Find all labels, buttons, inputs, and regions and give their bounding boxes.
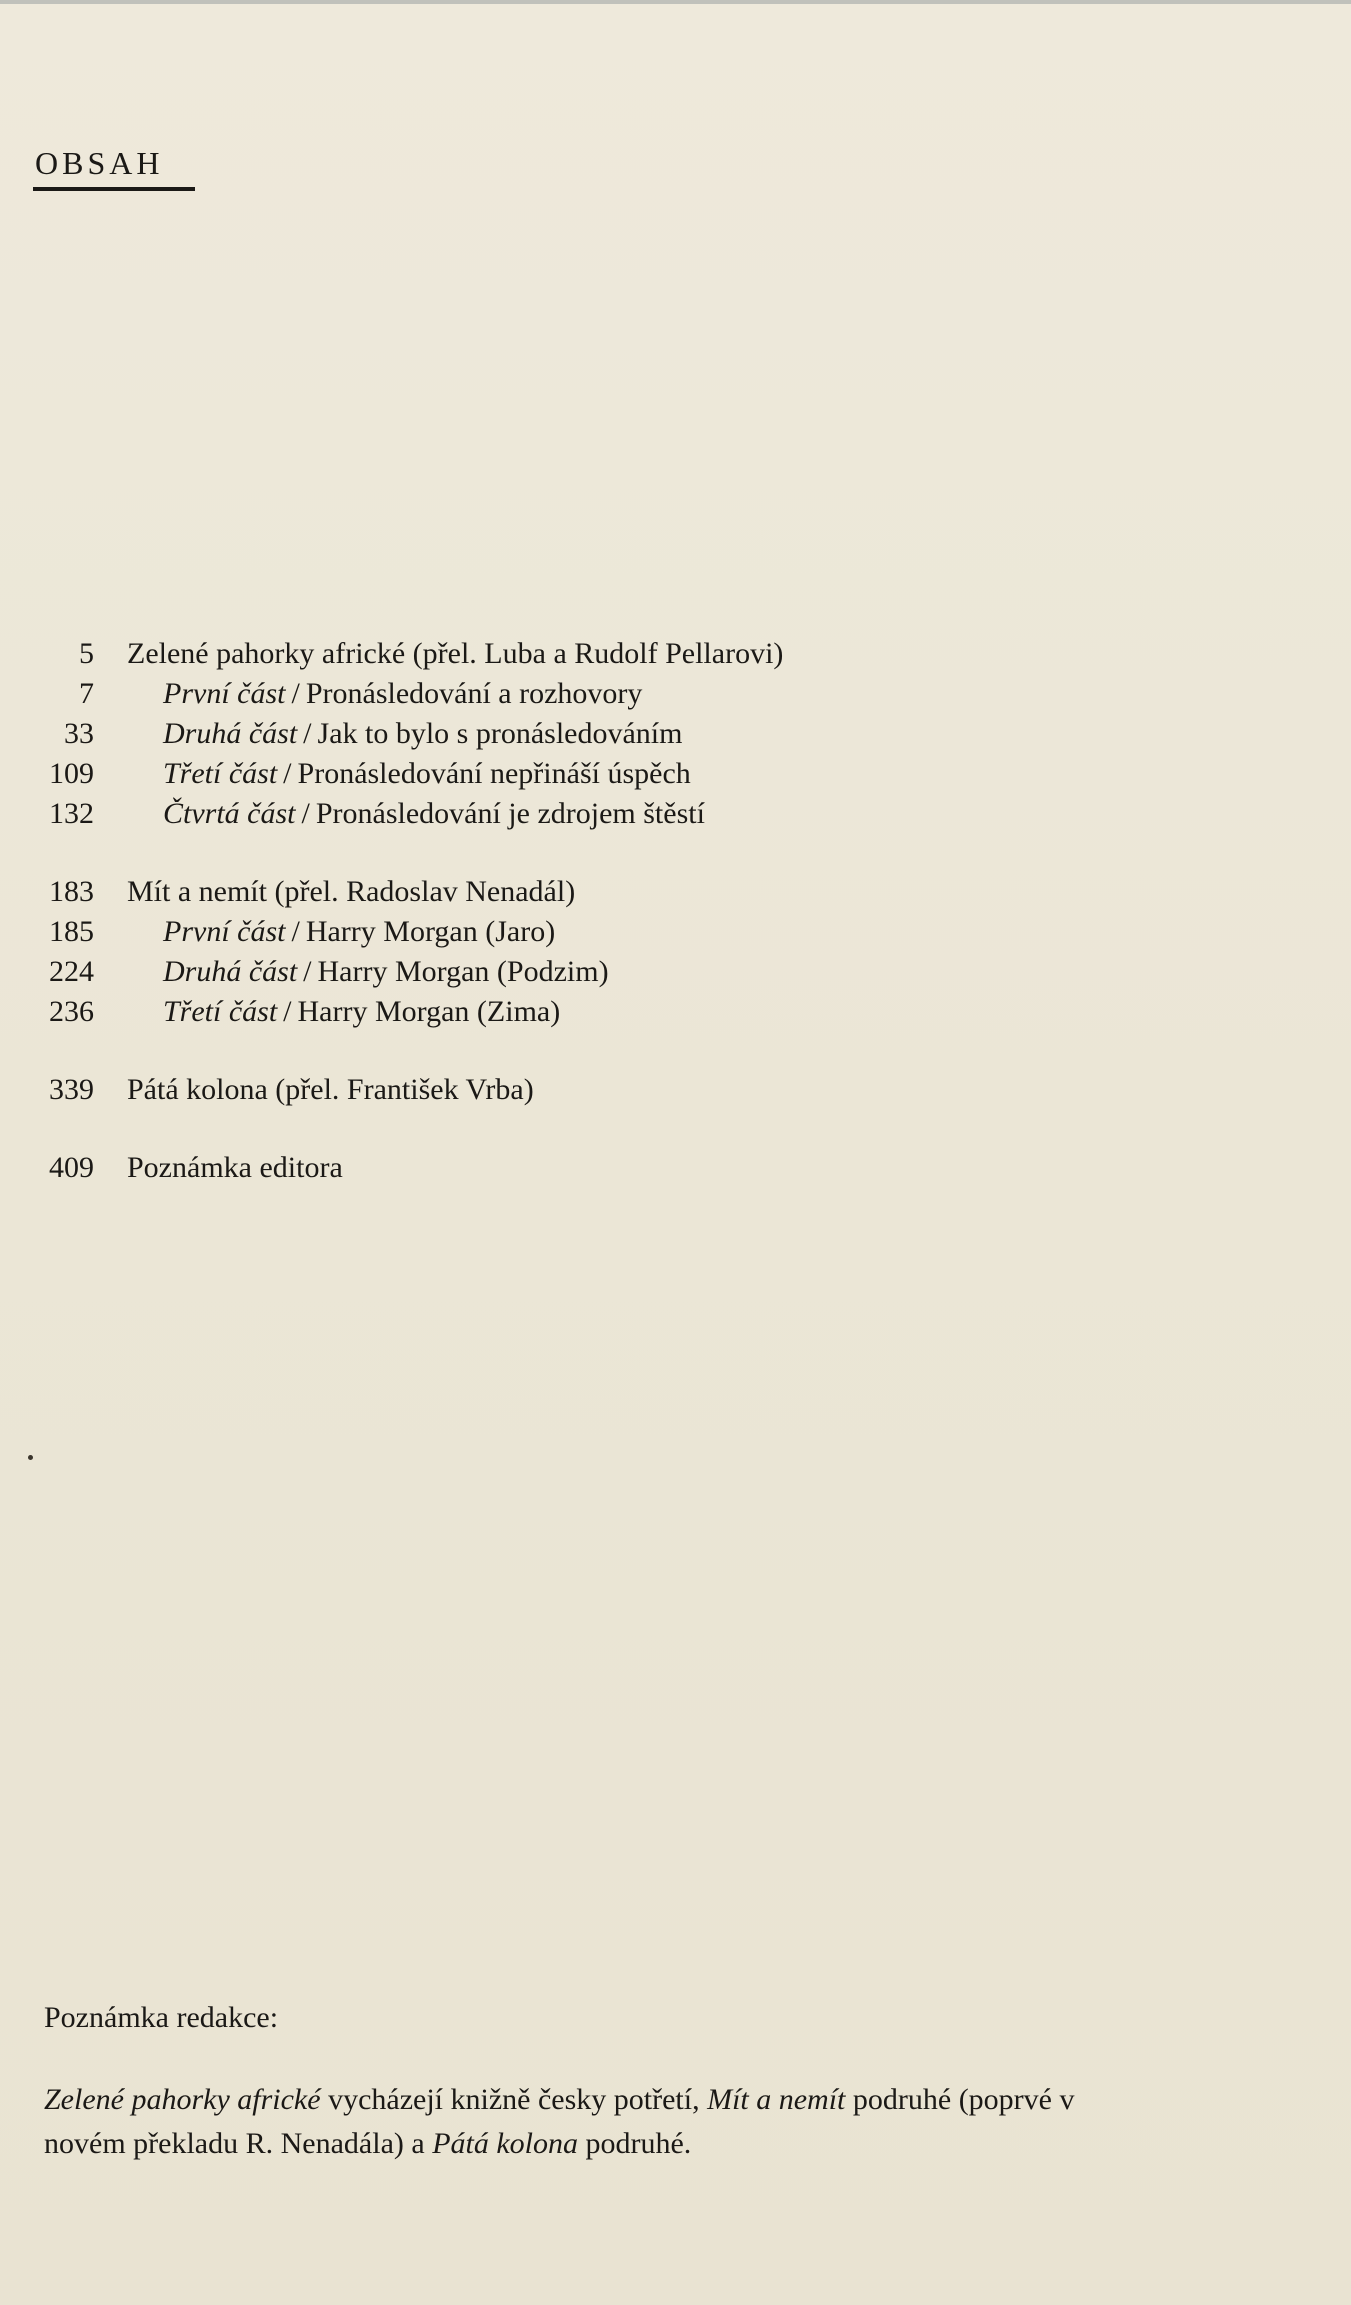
toc-page-number: 183 bbox=[49, 875, 94, 908]
toc-part-title: Harry Morgan (Jaro) bbox=[305, 915, 556, 948]
toc-page-number: 109 bbox=[49, 757, 94, 790]
toc-entry bbox=[0, 634, 1351, 674]
toc-page-number: 224 bbox=[49, 955, 94, 988]
toc-subentry bbox=[0, 754, 1351, 794]
toc-entry bbox=[0, 1148, 1351, 1188]
page-title: OBSAH bbox=[35, 145, 164, 181]
toc-separator: / bbox=[303, 955, 312, 988]
toc-subentry-text bbox=[163, 714, 682, 754]
toc-part-label: Čtvrtá část bbox=[163, 797, 296, 830]
toc-subentry-text bbox=[163, 912, 555, 952]
toc-page-number: 409 bbox=[49, 1151, 94, 1184]
toc-page-number: 236 bbox=[49, 995, 94, 1028]
toc-subentry bbox=[0, 794, 1351, 834]
toc-part-title: Harry Morgan (Podzim) bbox=[317, 955, 609, 988]
toc-part-label: Třetí část bbox=[163, 995, 278, 1028]
toc-section bbox=[0, 1148, 1351, 1188]
editorial-note-label: Poznámka redakce: bbox=[44, 2001, 279, 2034]
toc-part-title: Jak to bylo s pronásledováním bbox=[317, 717, 683, 750]
toc-entry bbox=[0, 1070, 1351, 1110]
note-title-3: Pátá kolona bbox=[432, 2127, 578, 2160]
toc-part-title: Pronásledování je zdrojem štěstí bbox=[315, 797, 705, 830]
toc-section bbox=[0, 634, 1351, 834]
toc-page-number: 7 bbox=[79, 677, 94, 710]
toc-section bbox=[0, 872, 1351, 1032]
toc-section bbox=[0, 1070, 1351, 1110]
note-title-1: Zelené pahorky africké bbox=[44, 2083, 321, 2116]
toc-subentry bbox=[0, 992, 1351, 1032]
toc-part-label: Druhá část bbox=[163, 955, 298, 988]
toc-subentry-text bbox=[163, 952, 609, 992]
paper-speck bbox=[28, 1455, 33, 1460]
toc-part-title: Harry Morgan (Zima) bbox=[297, 995, 561, 1028]
toc-subentry bbox=[0, 912, 1351, 952]
toc-page-number: 132 bbox=[49, 797, 94, 830]
toc-entry-title: Poznámka editora bbox=[127, 1151, 343, 1184]
toc-separator: / bbox=[291, 915, 300, 948]
table-of-contents bbox=[0, 634, 1351, 1226]
toc-entry-title: Pátá kolona (přel. František Vrba) bbox=[127, 1073, 534, 1106]
toc-entry-title: Zelené pahorky africké (přel. Luba a Rudolf Pellarovi) bbox=[127, 637, 784, 670]
toc-subentry bbox=[0, 714, 1351, 754]
toc-part-title: Pronásledování nepřináší úspěch bbox=[297, 757, 691, 790]
toc-page-number: 185 bbox=[49, 915, 94, 948]
note-text-2: podruhé (poprvé v novém překladu R. Nenadála) a bbox=[44, 2083, 1075, 2160]
toc-separator: / bbox=[283, 995, 292, 1028]
toc-part-title: Pronásledování a rozhovory bbox=[305, 677, 643, 710]
editorial-note-text bbox=[44, 2078, 1114, 2166]
toc-separator: / bbox=[303, 717, 312, 750]
toc-subentry-text bbox=[163, 754, 691, 794]
toc-subentry-text bbox=[163, 992, 560, 1032]
toc-subentry bbox=[0, 952, 1351, 992]
title-underline bbox=[33, 187, 195, 191]
note-text-3: podruhé. bbox=[578, 2127, 692, 2160]
toc-subentry bbox=[0, 674, 1351, 714]
toc-separator: / bbox=[301, 797, 310, 830]
toc-separator: / bbox=[291, 677, 300, 710]
toc-separator: / bbox=[283, 757, 292, 790]
toc-page-number: 339 bbox=[49, 1073, 94, 1106]
toc-part-label: Druhá část bbox=[163, 717, 298, 750]
page-top-edge bbox=[0, 0, 1351, 4]
toc-part-label: První část bbox=[163, 677, 286, 710]
note-text-1: vycházejí knižně česky potřetí, bbox=[320, 2083, 708, 2116]
toc-page-number: 33 bbox=[64, 717, 94, 750]
toc-subentry-text bbox=[163, 794, 705, 834]
toc-part-label: Třetí část bbox=[163, 757, 278, 790]
toc-part-label: První část bbox=[163, 915, 286, 948]
toc-page-number: 5 bbox=[79, 637, 94, 670]
toc-subentry-text bbox=[163, 674, 642, 714]
toc-entry bbox=[0, 872, 1351, 912]
note-title-2: Mít a nemít bbox=[707, 2083, 846, 2116]
toc-entry-title: Mít a nemít (přel. Radoslav Nenadál) bbox=[127, 875, 576, 908]
